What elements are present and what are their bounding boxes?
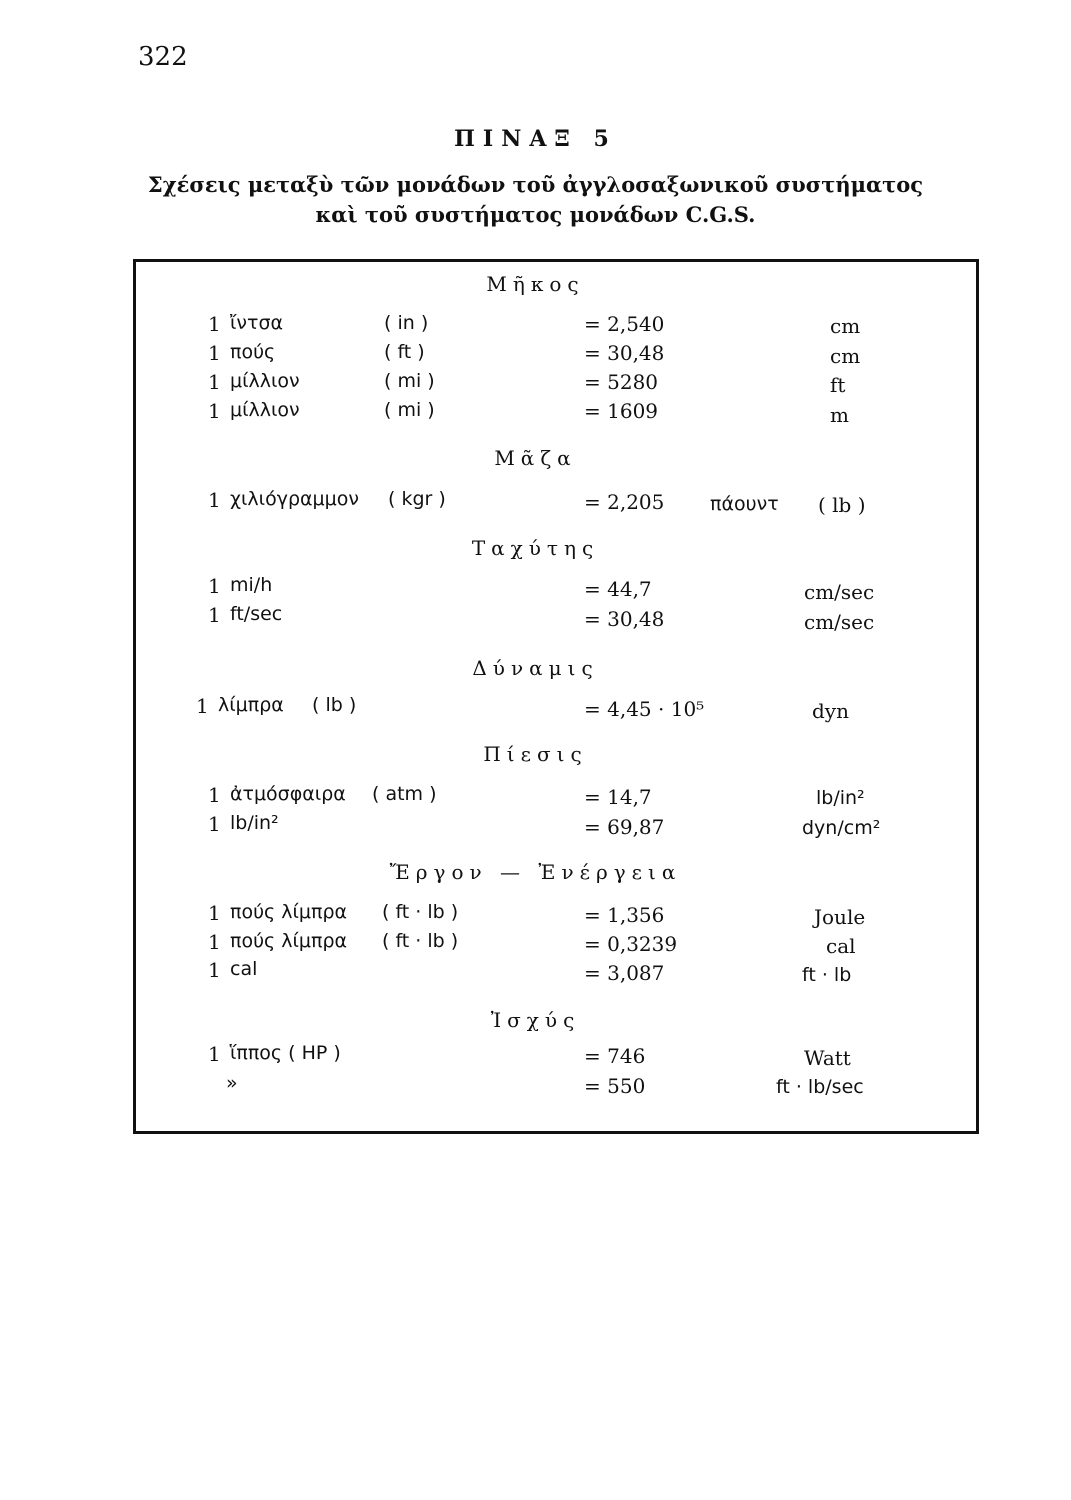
row-count: 1 (208, 312, 221, 336)
row-unit: m (830, 403, 849, 427)
row-name: λίμπρα (218, 694, 284, 716)
row-name: cal (230, 958, 258, 980)
row-name: ἴντσα (230, 312, 284, 334)
row-name: ἀτμόσφαιρα (230, 783, 346, 805)
section-title-force: Δύναμις (472, 656, 599, 680)
row-unit: Watt (804, 1046, 851, 1070)
row-unit: ft · lb/sec (776, 1076, 864, 1098)
row-symbol: ( ft ) (384, 341, 425, 363)
row-count: 1 (208, 901, 221, 925)
row-unit: dyn/cm² (802, 817, 881, 839)
row-value: = 550 (584, 1074, 646, 1098)
row-count: 1 (208, 958, 221, 982)
row-value: = 0,3239 (584, 932, 678, 956)
row-value: = 1,356 (584, 903, 665, 927)
row-count: 1 (208, 812, 221, 836)
row-symbol: ( atm ) (372, 783, 437, 805)
row-symbol: ( ft · lb ) (382, 901, 459, 923)
row-count: 1 (208, 488, 221, 512)
section-title-work-energy: Ἔργον — Ἐνέργεια (389, 860, 682, 884)
caption-line-1: Σχέσεις μεταξὺ τῶν μονάδων τοῦ ἀγγλοσαξωνικοῦ συστήματος (147, 172, 924, 197)
row-value: = 30,48 (584, 607, 665, 631)
row-value: = 5280 (584, 370, 659, 394)
row-value: = 69,87 (584, 815, 665, 839)
row-unit: cm/sec (804, 610, 875, 634)
row-count: 1 (208, 783, 221, 807)
table-number: ΠΙΝΑΞ 5 (454, 126, 617, 152)
row-unit-symbol: ( lb ) (818, 493, 866, 517)
row-name: lb/in² (230, 812, 279, 834)
section-title-speed: Ταχύτης (471, 536, 600, 560)
row-count: 1 (196, 694, 209, 718)
row-value: = 30,48 (584, 341, 665, 365)
row-unit: πάουντ (710, 493, 779, 515)
row-count: 1 (208, 574, 221, 598)
section-title-length: Μῆκος (486, 272, 585, 296)
row-unit: cal (826, 934, 856, 958)
row-name: μίλλιον (230, 370, 300, 392)
row-count: 1 (208, 399, 221, 423)
row-value: = 3,087 (584, 961, 665, 985)
row-count: 1 (208, 341, 221, 365)
row-value: = 1609 (584, 399, 659, 423)
row-count: 1 (208, 1042, 221, 1066)
row-unit: dyn (812, 699, 849, 723)
row-symbol: ( lb ) (312, 694, 357, 716)
row-count: 1 (208, 930, 221, 954)
row-name: » (226, 1072, 238, 1094)
caption-line-2: καὶ τοῦ συστήματος μονάδων C.G.S. (315, 202, 756, 227)
row-symbol: ( kgr ) (388, 488, 446, 510)
row-unit: ft · lb (802, 964, 852, 986)
page-number: 322 (138, 42, 188, 72)
row-unit: Joule (814, 905, 866, 929)
row-unit: cm (830, 344, 861, 368)
row-value: = 14,7 (584, 785, 652, 809)
row-value: = 2,540 (584, 312, 665, 336)
row-name: mi/h (230, 574, 273, 596)
row-symbol: ( ft · lb ) (382, 930, 459, 952)
row-symbol: ( mi ) (384, 399, 435, 421)
row-value: = 746 (584, 1044, 646, 1068)
row-unit: ft (830, 373, 846, 397)
row-value: = 2,205 (584, 490, 665, 514)
row-name: χιλιόγραμμον (230, 488, 359, 510)
section-title-pressure: Πίεσις (483, 742, 588, 766)
row-name: πούς λίμπρα (230, 930, 348, 952)
row-name: ἵππος ( HP ) (230, 1042, 341, 1064)
row-value: = 44,7 (584, 577, 652, 601)
row-count: 1 (208, 603, 221, 627)
section-title-power: Ἰσχύς (490, 1008, 581, 1032)
row-count: 1 (208, 370, 221, 394)
row-name: πούς (230, 341, 276, 363)
row-unit: cm/sec (804, 580, 875, 604)
row-name: ft/sec (230, 603, 283, 625)
row-symbol: ( in ) (384, 312, 429, 334)
row-unit: cm (830, 314, 861, 338)
row-name: μίλλιον (230, 399, 300, 421)
section-title-mass: Μᾶζα (494, 446, 577, 470)
row-symbol: ( mi ) (384, 370, 435, 392)
row-unit: lb/in² (816, 787, 865, 809)
row-value: = 4,45 · 10⁵ (584, 697, 705, 721)
row-name: πούς λίμπρα (230, 901, 348, 923)
